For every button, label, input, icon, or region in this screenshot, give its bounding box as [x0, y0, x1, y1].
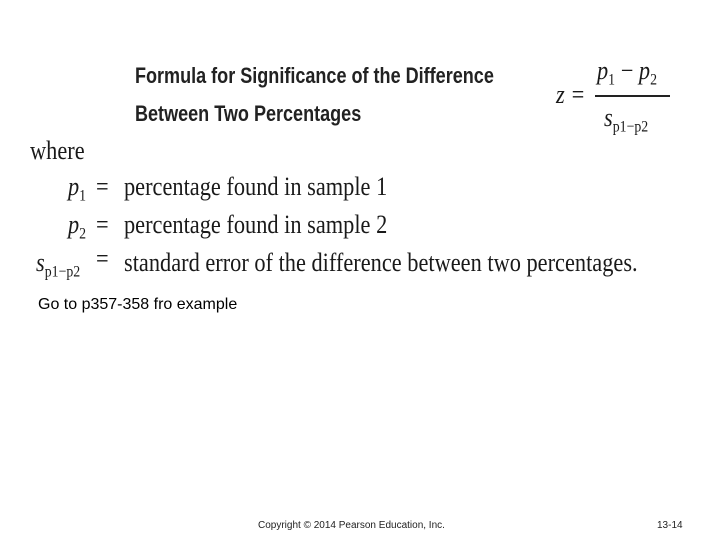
- definition-equals: =: [96, 244, 109, 273]
- slide-number: 13-14: [657, 520, 683, 531]
- definition-symbol: [68, 172, 86, 212]
- formula-denominator: [604, 103, 648, 143]
- definition-equals: =: [96, 210, 109, 239]
- numerator-minus: −: [620, 56, 634, 85]
- example-note: Go to p357-358 fro example: [38, 296, 238, 313]
- formula-numerator: [597, 56, 657, 96]
- numerator-p1-subscript: 1: [608, 71, 616, 89]
- symbol-subscript: p1−p2: [44, 263, 81, 281]
- numerator-p2-subscript: 2: [650, 71, 658, 89]
- definition-text: percentage found in sample 1: [124, 172, 388, 201]
- denominator-s-symbol: s: [604, 103, 613, 132]
- numerator-p2-symbol: p: [638, 56, 651, 85]
- definition-equals: =: [96, 172, 109, 201]
- denominator-subscript: p1−p2: [612, 118, 649, 136]
- definition-symbol: [36, 248, 80, 288]
- symbol-subscript: 2: [79, 225, 87, 243]
- symbol-letter: p: [68, 210, 80, 239]
- copyright-notice: Copyright © 2014 Pearson Education, Inc.: [258, 520, 445, 531]
- symbol-letter: p: [68, 172, 80, 201]
- slide-title-line-2: Between Two Percentages: [135, 101, 362, 126]
- slide-title-line-1: Formula for Significance of the Difference: [135, 63, 494, 88]
- numerator-p1-symbol: p: [597, 56, 609, 85]
- definition-symbol: [68, 210, 86, 250]
- definition-text: standard error of the difference between two percentages.: [124, 248, 638, 277]
- formula-lhs: z =: [556, 80, 586, 109]
- symbol-subscript: 1: [79, 187, 87, 205]
- where-label: where: [30, 136, 85, 165]
- definition-text: percentage found in sample 2: [124, 210, 388, 239]
- fraction-bar: [595, 95, 670, 97]
- symbol-letter: s: [36, 248, 45, 277]
